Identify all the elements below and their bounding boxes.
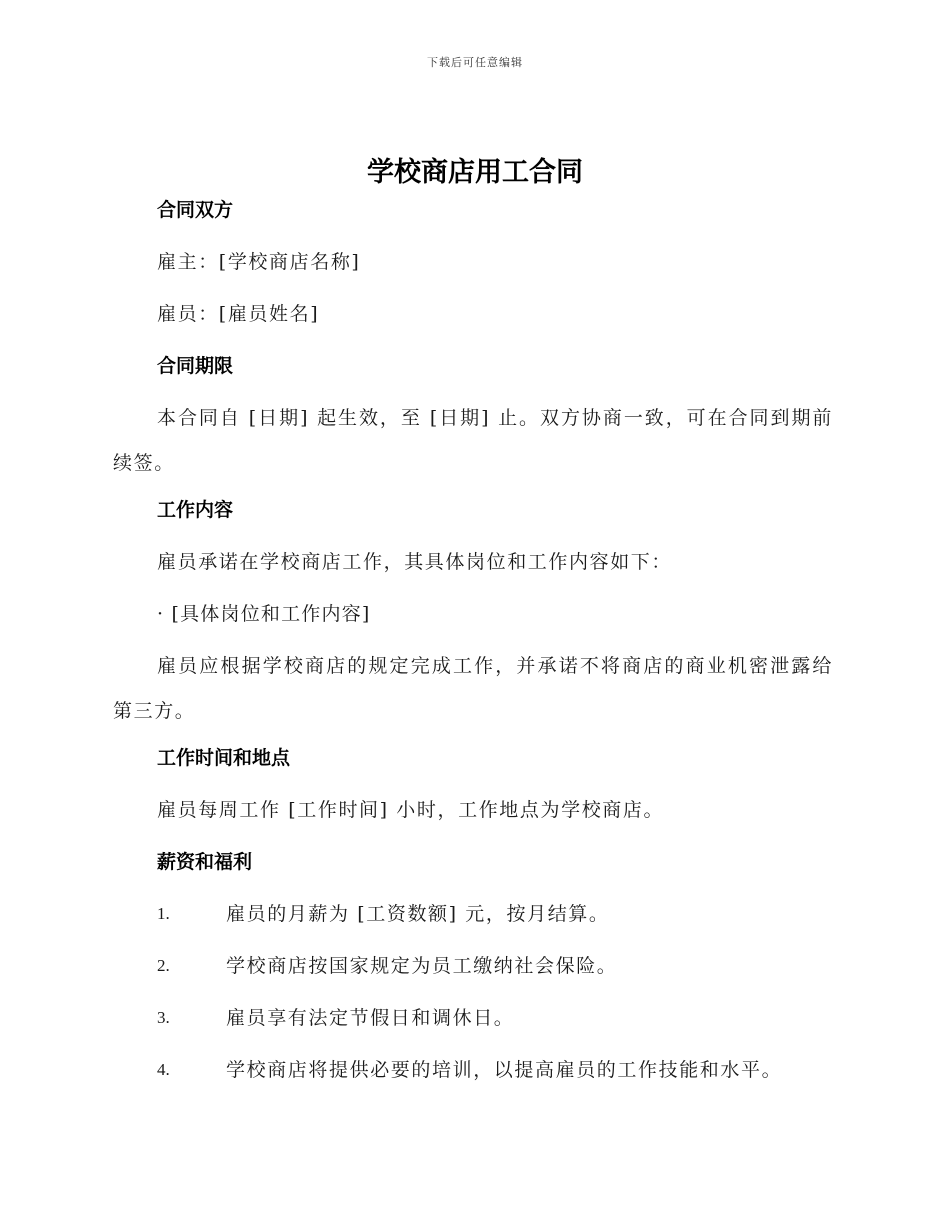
list-item-text: 雇员的月薪为 [工资数额] 元，按月结算。	[226, 903, 610, 925]
header-note: 下载后可任意编辑	[427, 56, 523, 69]
work-intro-paragraph: 雇员承诺在学校商店工作，其具体岗位和工作内容如下：	[157, 551, 673, 573]
section-heading-time-place: 工作时间和地点	[157, 747, 291, 769]
document-body	[113, 194, 833, 1106]
list-item-text: 学校商店按国家规定为员工缴纳社会保险。	[226, 955, 618, 977]
term-paragraph: 本合同自 [日期] 起生效，至 [日期] 止。双方协商一致，可在合同到期前续签。	[113, 407, 833, 474]
list-number: 3.	[157, 1008, 170, 1027]
section-heading-work: 工作内容	[157, 499, 234, 521]
work-obligation-paragraph: 雇员应根据学校商店的规定完成工作，并承诺不将商店的商业机密泄露给第三方。	[113, 655, 833, 722]
list-item-text: 学校商店将提供必要的培训，以提高雇员的工作技能和水平。	[226, 1059, 783, 1081]
list-number: 2.	[157, 956, 170, 975]
pay-list-item	[113, 1054, 833, 1086]
pay-list-item	[113, 898, 833, 930]
time-place-paragraph: 雇员每周工作 [工作时间] 小时，工作地点为学校商店。	[157, 799, 665, 821]
pay-list-item	[113, 950, 833, 982]
section-heading-pay: 薪资和福利	[157, 851, 253, 873]
pay-list-item	[113, 1002, 833, 1034]
document-title: 学校商店用工合同	[367, 157, 583, 188]
list-item-text: 雇员享有法定节假日和调休日。	[226, 1007, 515, 1029]
section-heading-parties: 合同双方	[157, 199, 234, 221]
list-number: 4.	[157, 1060, 170, 1079]
work-bullet-item: · [具体岗位和工作内容]	[157, 603, 371, 625]
employee-line: 雇员：[雇员姓名]	[157, 303, 320, 325]
employer-line: 雇主：[学校商店名称]	[157, 251, 361, 273]
list-number: 1.	[157, 904, 170, 923]
section-heading-term: 合同期限	[157, 355, 234, 377]
